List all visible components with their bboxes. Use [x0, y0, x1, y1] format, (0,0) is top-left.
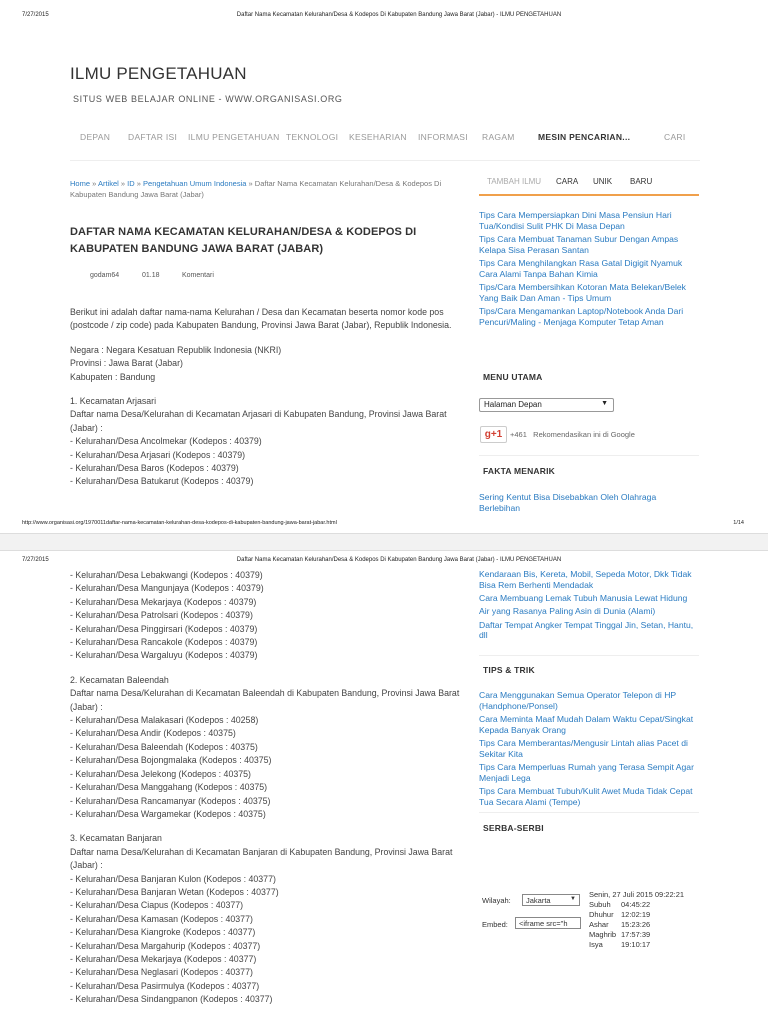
post-comments-link[interactable]: Komentari — [182, 272, 214, 279]
section-title: 3. Kecamatan Banjaran — [70, 833, 162, 844]
list-item: - Kelurahan/Desa Lebakwangi (Kodepos : 40379) — [70, 570, 263, 580]
list-item: - Kelurahan/Desa Arjasari (Kodepos : 40379) — [70, 449, 246, 460]
prayer-row: Ashar 15:23:26 — [589, 920, 651, 929]
tab-tambah-ilmu[interactable]: TAMBAH ILMU — [487, 177, 542, 186]
list-item: - Kelurahan/Desa Kiangroke (Kodepos : 40377) — [70, 927, 256, 938]
nav-divider — [70, 160, 700, 161]
prayer-row: Subuh 04:45:22 — [589, 900, 651, 909]
list-item: - Kelurahan/Desa Banjaran Wetan (Kodepos : 40377) — [70, 886, 279, 897]
list-item: - Kelurahan/Desa Andir (Kodepos : 40375) — [70, 728, 236, 739]
page-break — [0, 533, 768, 551]
list-item: - Kelurahan/Desa Pasirmulya (Kodepos : 40377) — [70, 980, 260, 991]
chevron-down-icon: ▼ — [570, 896, 576, 902]
nav-item-ilmu-pengetahuan[interactable]: ILMU PENGETAHUAN — [188, 132, 280, 142]
nav-item-teknologi[interactable]: TEKNOLOGI — [286, 132, 339, 142]
list-item: - Kelurahan/Desa Mekarjaya (Kodepos : 40377) — [70, 953, 257, 964]
wilayah-select[interactable]: Jakarta ▼ — [522, 894, 580, 906]
post-kabupaten: Kabupaten : Bandung — [70, 371, 156, 382]
google-plus-button[interactable]: g+1 — [480, 426, 507, 443]
prayer-row: Isya 19:10:17 — [589, 940, 651, 949]
list-item: - Kelurahan/Desa Batukarut (Kodepos : 40379) — [70, 476, 254, 487]
list-item: - Kelurahan/Desa Banjaran Kulon (Kodepos : 40377) — [70, 873, 276, 884]
prayer-row: Dhuhur 12:02:19 — [589, 910, 651, 919]
menu-utama-select[interactable]: Halaman Depan ▼ — [479, 398, 614, 412]
sidebar-link[interactable]: Tips Cara Memperluas Rumah yang Terasa Sempit Agar Menjadi Lega — [479, 762, 694, 784]
sidebar-link[interactable]: Tips/Cara Mengamankan Laptop/Notebook Anda Dari Pencuri/Maling - Menjaga Komputer Tetap Aman — [479, 306, 684, 328]
breadcrumb-id[interactable]: ID — [127, 179, 135, 188]
list-item: - Kelurahan/Desa Ciapus (Kodepos : 40377) — [70, 900, 244, 911]
sidebar-link[interactable]: Kendaraan Bis, Kereta, Mobil, Sepeda Motor, Dkk Tidak Bisa Rem Berhenti Mendadak — [479, 569, 692, 590]
list-item: - Kelurahan/Desa Margahurip (Kodepos : 40377) — [70, 940, 261, 951]
list-item: - Kelurahan/Desa Mekarjaya (Kodepos : 40379) — [70, 596, 257, 607]
sidebar-divider — [479, 655, 699, 656]
prayer-times-widget — [479, 890, 709, 960]
breadcrumb-current: Daftar Nama Kecamatan Kelurahan/Desa & Kodepos Di Kabupaten Bandung Jawa Barat (Jabar) — [70, 179, 442, 199]
sidebar-link[interactable]: Tips Cara Membuat Tanaman Subur Dengan Ampas Kelapa Sisa Perasan Santan — [479, 234, 679, 255]
list-item: - Kelurahan/Desa Pinggirsari (Kodepos : 40379) — [70, 623, 258, 634]
print-footer — [0, 518, 768, 530]
list-item: - Kelurahan/Desa Manggahang (Kodepos : 40375) — [70, 782, 268, 793]
post-provinsi: Provinsi : Jawa Barat (Jabar) — [70, 358, 183, 369]
post-body-page1 — [70, 306, 463, 489]
print-page-number: 1/14 — [733, 520, 744, 526]
list-item: - Kelurahan/Desa Bojongmalaka (Kodepos : 40375) — [70, 755, 272, 766]
section-title: 2. Kecamatan Baleendah — [70, 674, 169, 685]
breadcrumb-kategori[interactable]: Pengetahuan Umum Indonesia — [143, 179, 247, 188]
nav-item-depan[interactable]: DEPAN — [80, 132, 111, 142]
print-url: http://www.organisasi.org/1970011daftar-nama-kecamatan-kelurahan-desa-kodepos-di-kabupaten-bandung-jawa-barat-jabar.html — [22, 520, 337, 526]
post-negara: Negara : Negara Kesatuan Republik Indonesia (NKRI) — [70, 344, 282, 355]
sidebar-link[interactable]: Air yang Rasanya Paling Asin di Dunia (Alami) — [479, 606, 656, 617]
post-author[interactable]: godam64 — [90, 272, 120, 279]
tab-links — [479, 210, 699, 330]
nav-item-ragam[interactable]: RAGAM — [482, 132, 515, 142]
breadcrumb-artikel[interactable]: Artikel — [97, 179, 119, 188]
nav-item-keseharian[interactable]: KESEHARIAN — [349, 132, 407, 142]
sidebar-link[interactable]: Cara Menggunakan Semua Operator Telepon di HP (Handphone/Ponsel) — [479, 690, 676, 711]
fakta-links — [479, 492, 699, 516]
list-item: - Kelurahan/Desa Jelekong (Kodepos : 40375) — [70, 768, 251, 779]
breadcrumb: Home » Artikel » ID » Pengetahuan Umum Indonesia » Daftar Nama Kecamatan Kelurahan/Desa & Kodepos Di Kabupaten Bandung Jawa Barat (Jabar) — [70, 179, 442, 199]
sidebar-divider — [479, 455, 699, 456]
main-nav — [70, 126, 710, 150]
print-header — [0, 8, 768, 22]
list-item: - Kelurahan/Desa Neglasari (Kodepos : 40377) — [70, 967, 253, 978]
sidebar-link[interactable]: Tips Cara Mempersiapkan Dini Masa Pensiun Hari Tua/Kondisi Sulit PHK Di Masa Depan — [479, 210, 672, 231]
tips-heading: TIPS & TRIK — [483, 665, 535, 675]
fakta-links-cont — [479, 569, 699, 644]
section-title: 1. Kecamatan Arjasari — [70, 396, 157, 407]
section-desc: Daftar nama Desa/Kelurahan di Kecamatan Arjasari di Kabupaten Bandung, Provinsi Jawa Barat (Jabar) : — [70, 409, 447, 433]
breadcrumb-home[interactable]: Home — [70, 179, 91, 188]
print-header-2: 7/27/2015 Daftar Nama Kecamatan Kelurahan/Desa & Kodepos Di Kabupaten Bandung Jawa Barat (Jabar) - ILMU PENGETAHUAN — [22, 557, 562, 563]
search-input[interactable]: MESIN PENCARIAN... — [538, 132, 631, 142]
nav-item-daftar-isi[interactable]: DAFTAR ISI — [128, 132, 178, 142]
prayer-row: Maghrib 17:57:39 — [589, 930, 651, 939]
section-desc: Daftar nama Desa/Kelurahan di Kecamatan Baleendah di Kabupaten Bandung, Provinsi Jawa Barat (Jabar) : — [70, 688, 460, 712]
site-title[interactable]: ILMU PENGETAHUAN — [70, 64, 247, 83]
menu-utama-heading: MENU UTAMA — [483, 372, 543, 382]
google-plus-count: +461 Rekomendasikan ini di Google — [510, 430, 635, 439]
embed-code-field[interactable]: <iframe src="h — [515, 917, 581, 929]
sidebar-link[interactable]: Sering Kentut Bisa Disebabkan Oleh Olahraga Berlebihan — [479, 492, 657, 513]
sidebar-link[interactable]: Daftar Tempat Angker Tempat Tinggal Jin, Setan, Hantu, dll — [479, 619, 694, 641]
tips-links — [479, 690, 699, 810]
list-item: - Kelurahan/Desa Rancakole (Kodepos : 40379) — [70, 637, 258, 648]
sidebar-link[interactable]: Tips Cara Membuat Tubuh/Kulit Awet Muda Tidak Cepat Tua Secara Alami (Tempe) — [479, 786, 693, 808]
chevron-down-icon: ▼ — [601, 400, 608, 407]
fakta-heading: FAKTA MENARIK — [483, 466, 556, 476]
list-item: - Kelurahan/Desa Wargamekar (Kodepos : 40375) — [70, 808, 266, 819]
print-title: Daftar Nama Kecamatan Kelurahan/Desa & Kodepos Di Kabupaten Bandung Jawa Barat (Jabar) - ILMU PENGETAHUAN — [236, 12, 562, 18]
prayer-datetime: Senin, 27 Juli 2015 09:22:21 — [589, 890, 685, 899]
embed-label: Embed: — [482, 920, 508, 929]
search-button[interactable]: CARI — [664, 132, 686, 142]
print-date: 7/27/2015 — [22, 12, 49, 18]
tab-cara[interactable]: CARA — [556, 177, 579, 186]
wilayah-label: Wilayah: — [482, 896, 511, 905]
sidebar-link[interactable]: Tips/Cara Membersihkan Kotoran Mata Belekan/Belek Yang Baik Dan Aman - Tips Umum — [479, 282, 686, 304]
sidebar-link[interactable]: Cara Meminta Maaf Mudah Dalam Waktu Cepat/Singkat Kepada Banyak Orang — [479, 714, 694, 735]
list-item: - Kelurahan/Desa Mangunjaya (Kodepos : 40379) — [70, 583, 264, 594]
sidebar-tabs — [479, 172, 699, 196]
list-item: - Kelurahan/Desa Rancamanyar (Kodepos : 40375) — [70, 795, 271, 806]
list-item: - Kelurahan/Desa Malakasari (Kodepos : 40258) — [70, 715, 259, 726]
post-title: DAFTAR NAMA KECAMATAN KELURAHAN/DESA & KODEPOS DI KABUPATEN BANDUNG JAWA BARAT (JABAR) — [70, 226, 417, 255]
tab-unik[interactable]: UNIK — [593, 177, 613, 186]
sidebar-link[interactable]: Tips Cara Memberantas/Mengusir Lintah alias Pacet di Sekitar Kita — [479, 738, 688, 759]
post-time: 01.18 — [142, 272, 160, 279]
list-item: - Kelurahan/Desa Baleendah (Kodepos : 40375) — [70, 741, 258, 752]
nav-item-informasi[interactable]: INFORMASI — [418, 132, 468, 142]
section-desc: Daftar nama Desa/Kelurahan di Kecamatan Banjaran di Kabupaten Bandung, Provinsi Jawa Barat (Jabar) : — [70, 846, 453, 871]
site-subtitle: SITUS WEB BELAJAR ONLINE - WWW.ORGANISASI.ORG — [73, 94, 343, 104]
post-body-page2 — [70, 569, 463, 1007]
list-item: - Kelurahan/Desa Wargaluyu (Kodepos : 40379) — [70, 650, 258, 661]
sidebar-link[interactable]: Cara Membuang Lemak Tubuh Manusia Lewat Hidung — [479, 593, 688, 604]
list-item: - Kelurahan/Desa Baros (Kodepos : 40379) — [70, 463, 239, 474]
list-item: - Kelurahan/Desa Ancolmekar (Kodepos : 40379) — [70, 436, 262, 447]
list-item: - Kelurahan/Desa Kamasan (Kodepos : 40377) — [70, 913, 253, 924]
serba-serbi-heading: SERBA-SERBI — [483, 823, 544, 833]
sidebar-divider — [479, 812, 699, 813]
post-intro: Berikut ini adalah daftar nama-nama Kelurahan / Desa dan Kecamatan beserta nomor kode pos (postcode / zip code) pada Kabupaten Bandung, Provinsi Jawa Barat (Jabar), Republik Indonesia. — [70, 307, 452, 331]
list-item: - Kelurahan/Desa Sindangpanon (Kodepos : 40377) — [70, 994, 273, 1005]
tab-baru[interactable]: BARU — [630, 177, 653, 186]
sidebar-link[interactable]: Tips Cara Menghilangkan Rasa Gatal Digigit Nyamuk Cara Alami Tanpa Bahan Kimia — [479, 258, 683, 279]
list-item: - Kelurahan/Desa Patrolsari (Kodepos : 40379) — [70, 610, 253, 621]
prayer-times — [589, 890, 709, 950]
